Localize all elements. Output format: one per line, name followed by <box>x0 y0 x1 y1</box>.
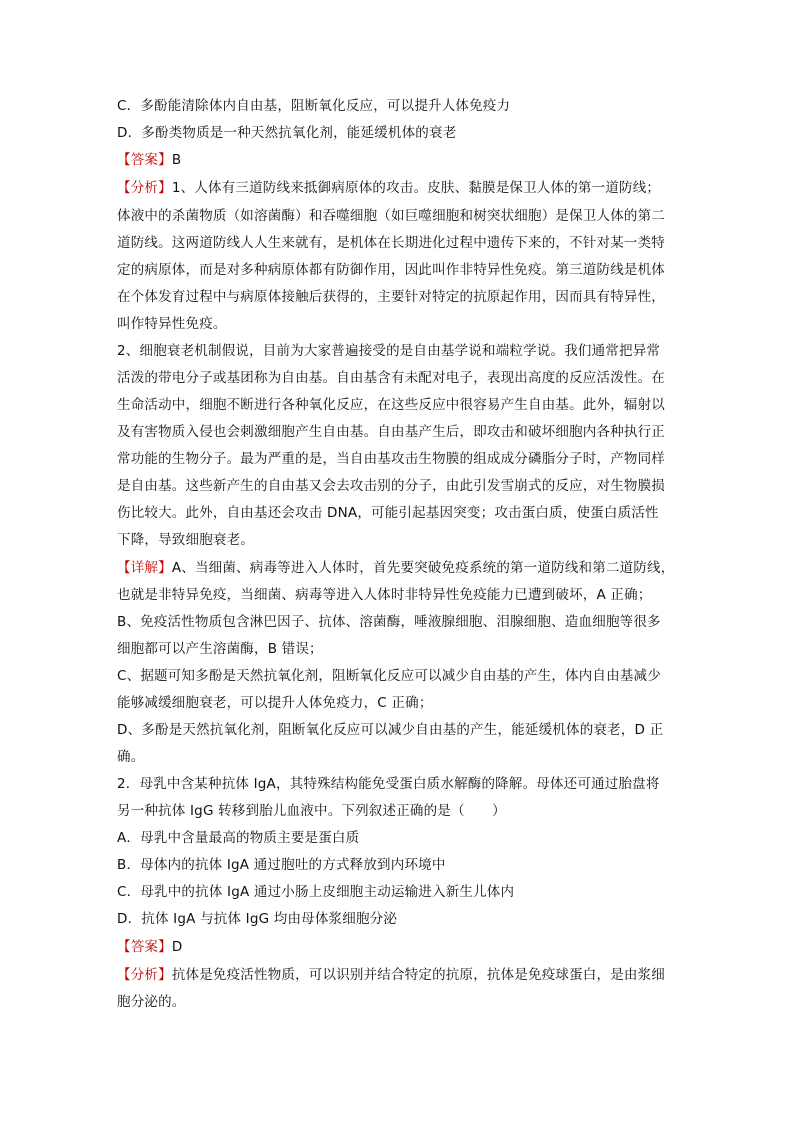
q1-analysis-line: 生命活动中，细胞不断进行各种氧化反应，在这些反应中很容易产生自由基。此外，辐射以 <box>117 397 665 413</box>
q1-analysis-line: 道防线。这两道防线人人生来就有，是机体在长期进化过程中遗传下来的，不针对某一类特 <box>117 235 665 251</box>
answer-tag: 【答案】 <box>117 939 172 955</box>
q1-detail-line: 能够减缓细胞衰老，可以提升人体免疫力，C 正确； <box>117 695 433 711</box>
q1-detail-line: 也就是非特异免疫，当细菌、病毒等进入人体时非特异性免疫能力已遭到破坏，A 正确； <box>117 587 652 603</box>
q1-detail-line: B、免疫活性物质包含淋巴因子、抗体、溶菌酶，唾液腺细胞、泪腺细胞、造血细胞等很多 <box>117 614 661 630</box>
answer-value: D <box>171 939 183 955</box>
q1-detail-line: 细胞都可以产生溶菌酶，B 错误； <box>117 641 323 657</box>
q1-option-d: D．多酚类物质是一种天然抗氧化剂，能延缓机体的衰老 <box>117 125 457 141</box>
q1-analysis-line: 2、细胞衰老机制假说，目前为大家普遍接受的是自由基学说和端粒学说。我们通常把异常 <box>117 343 661 359</box>
q1-analysis-line: 是自由基。这些新产生的自由基又会去攻击别的分子，由此引发雪崩式的反应，对生物膜损 <box>117 478 665 494</box>
q2-stem-line: 2．母乳中含某种抗体 IgA，其特殊结构能免受蛋白质水解酶的降解。母体还可通过胎盘将 <box>117 776 660 792</box>
analysis-tag: 【分析】 <box>117 180 172 196</box>
detail-tag: 【详解】 <box>117 560 172 576</box>
q1-analysis-line: 伤比较大。此外，自由基还会攻击 DNA，可能引起基因突变；攻击蛋白质，使蛋白质活性 <box>117 505 659 521</box>
q1-detail-line: 【详解】A、当细菌、病毒等进入人体时，首先要突破免疫系统的第一道防线和第二道防线， <box>117 560 675 576</box>
q2-option-c: C．母乳中的抗体 IgA 通过小肠上皮细胞主动运输进入新生儿体内 <box>117 884 515 900</box>
q1-analysis-line: 体液中的杀菌物质（如溶菌酶）和吞噬细胞（如巨噬细胞和树突状细胞）是保卫人体的第二 <box>117 208 665 224</box>
q2-option-a: A．母乳中含量最高的物质主要是蛋白质 <box>117 830 360 846</box>
q1-detail-line: C、据题可知多酚是天然抗氧化剂，阻断氧化反应可以减少自由基的产生，体内自由基减少 <box>117 668 661 684</box>
q1-analysis-line: 叫作特异性免疫。 <box>117 316 227 332</box>
q1-analysis-line: 【分析】1、人体有三道防线来抵御病原体的攻击。皮肤、黏膜是保卫人体的第一道防线； <box>117 180 661 196</box>
q2-analysis-line: 【分析】抗体是免疫活性物质，可以识别并结合特定的抗原，抗体是免疫球蛋白，是由浆细 <box>117 967 666 983</box>
analysis-tag: 【分析】 <box>117 967 172 983</box>
q1-detail-line: D、多酚是天然抗氧化剂，阻断氧化反应可以减少自由基的产生，能延缓机体的衰老，D 正 <box>117 722 664 738</box>
q1-detail-line: 确。 <box>117 749 145 765</box>
q2-option-d: D．抗体 IgA 与抗体 IgG 均由母体浆细胞分泌 <box>117 911 398 927</box>
q2-answer <box>117 937 182 957</box>
answer-value: B <box>171 152 182 168</box>
q1-analysis-line: 定的病原体，而是对多种病原体都有防御作用，因此叫作非特异性免疫。第三道防线是机体 <box>117 262 665 278</box>
answer-tag: 【答案】 <box>117 152 172 168</box>
q1-analysis-line: 及有害物质入侵也会刺激细胞产生自由基。自由基产生后，即攻击和破坏细胞内各种执行正 <box>117 424 665 440</box>
q2-analysis-line: 胞分泌的。 <box>117 994 186 1010</box>
q1-answer <box>117 150 181 170</box>
q2-option-b: B．母体内的抗体 IgA 通过胞吐的方式释放到内环境中 <box>117 857 446 873</box>
q2-stem-line: 另一种抗体 IgG 转移到胎儿血液中。下列叙述正确的是（ ） <box>117 803 506 819</box>
q1-analysis-line: 下降，导致细胞衰老。 <box>117 532 254 548</box>
q1-analysis-line: 在个体发育过程中与病原体接触后获得的，主要针对特定的抗原起作用，因而具有特异性， <box>117 289 665 305</box>
q1-option-c: C．多酚能清除体内自由基，阻断氧化反应，可以提升人体免疫力 <box>117 98 511 114</box>
q1-analysis-line: 常功能的生物分子。最为严重的是，当自由基攻击生物膜的组成成分磷脂分子时，产物同样 <box>117 451 665 467</box>
q1-analysis-line: 活泼的带电分子或基团称为自由基。自由基含有未配对电子，表现出高度的反应活泼性。在 <box>117 370 665 386</box>
